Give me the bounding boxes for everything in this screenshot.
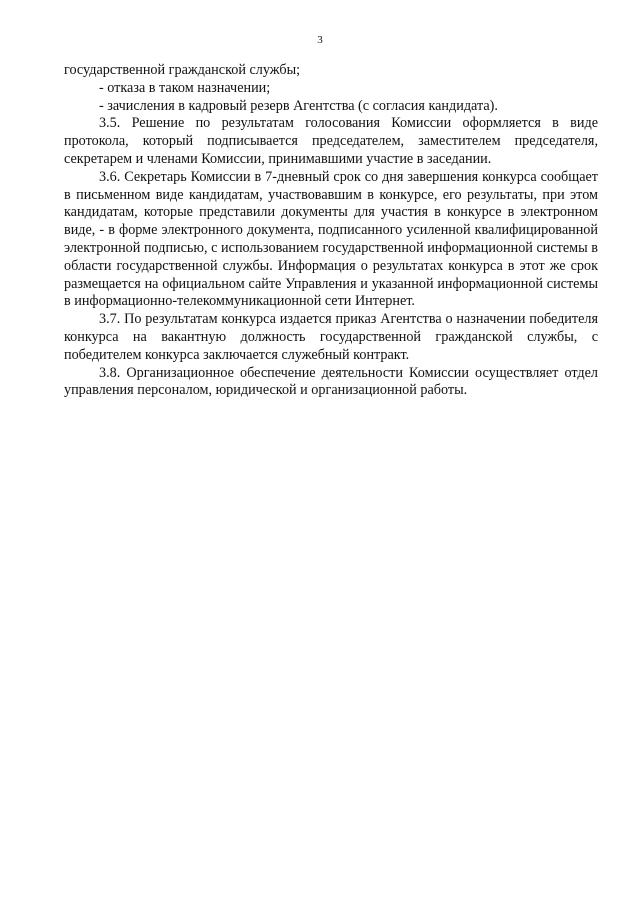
list-item-refusal: - отказа в таком назначении; bbox=[99, 79, 271, 96]
paragraph-3-5: 3.5. Решение по результатам голосования Комиссии оформляется в виде протокола, который подписывается председателем, заместителем председателя, секретарем и членами Комиссии, принимавшими участие в заседании. bbox=[64, 115, 598, 167]
paragraph-3-8: 3.8. Организационное обеспечение деятельности Комиссии осуществляет отдел управления персоналом, юридической и организационной работы. bbox=[64, 364, 598, 399]
list-item-reserve: - зачисления в кадровый резерв Агентства (с согласия кандидата). bbox=[99, 97, 498, 114]
paragraph-continuation: государственной гражданской службы; bbox=[64, 62, 301, 78]
document-body bbox=[64, 62, 598, 400]
paragraph-3-7: 3.7. По результатам конкурса издается приказ Агентства о назначении победителя конкурса на вакантную должность государственной гражданской службы, с победителем конкурса заключается служебный контракт. bbox=[64, 311, 598, 363]
page-number: 3 bbox=[317, 34, 323, 46]
paragraph-3-6: 3.6. Секретарь Комиссии в 7-дневный срок со дня завершения конкурса сообщает в письменном виде кандидатам, участвовавшим в конкурсе, его результаты, при этом кандидатам, которые представили документы для участия в конкурсе в электронном виде, - в форме электронного документа, подписанного усиленной квалифицированной электронной подписью, с использованием государственной информационной системы в области государственной службы. Информация о результатах конкурса в этот же срок размещается на официальном сайте Управления и указанной информационной системы в информационно-телекоммуникационной сети Интернет. bbox=[64, 168, 598, 310]
